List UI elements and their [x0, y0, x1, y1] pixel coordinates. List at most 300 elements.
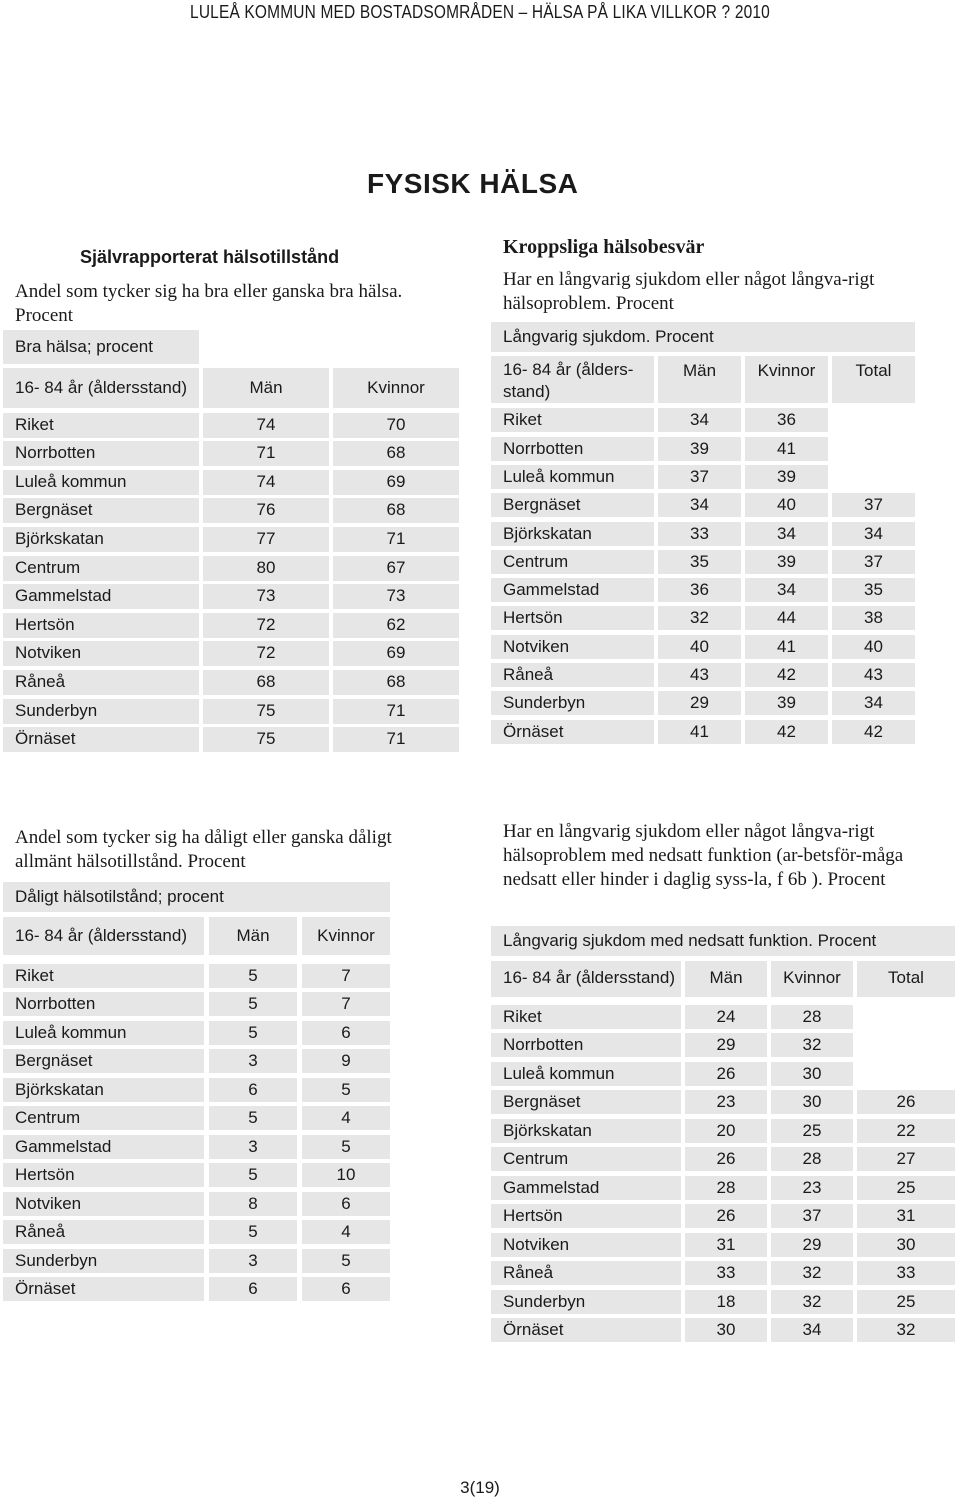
row-label-text: Sunderbyn	[15, 1250, 98, 1270]
row-value-text: 75	[256, 729, 276, 749]
row-value	[333, 470, 459, 495]
table-row	[491, 1318, 955, 1342]
row-value	[771, 1090, 853, 1114]
row-value-text: 26	[716, 1149, 736, 1168]
row-value	[857, 1005, 955, 1029]
table-row	[491, 1119, 955, 1143]
row-value	[203, 413, 329, 438]
row-value	[771, 1290, 853, 1314]
row-label	[3, 1135, 204, 1159]
row-value-text: 6	[248, 1279, 258, 1298]
row-value	[333, 727, 459, 752]
row-label-text: Luleå kommun	[15, 471, 127, 491]
row-value	[209, 1021, 297, 1045]
row-value	[771, 1204, 853, 1228]
table-row	[3, 1192, 390, 1216]
row-value-text: 3	[248, 1051, 258, 1070]
row-value-text: 18	[716, 1291, 736, 1311]
row-value	[302, 964, 390, 988]
row-value-text: 70	[386, 414, 406, 434]
table-header-cell-text: Män	[249, 377, 283, 397]
row-label-text: Centrum	[503, 551, 569, 571]
row-value	[745, 522, 828, 546]
table-header-cell-text: Män	[236, 925, 270, 945]
row-value	[685, 1147, 767, 1171]
row-value-text: 34	[690, 410, 709, 430]
row-value	[209, 1078, 297, 1102]
row-value-text: 69	[386, 471, 406, 491]
row-label-text: Centrum	[503, 1149, 569, 1168]
row-value	[771, 1176, 853, 1200]
row-value-text: 34	[864, 693, 883, 713]
row-value	[745, 720, 828, 744]
row-value-text: 41	[777, 438, 796, 458]
row-value	[302, 1277, 390, 1301]
row-value	[857, 1318, 955, 1342]
table-caption-empty	[203, 330, 329, 364]
row-value-text: 40	[864, 636, 883, 656]
row-value	[832, 578, 915, 602]
table-row	[3, 1106, 390, 1130]
row-value-text: 33	[716, 1263, 736, 1282]
row-value-text: 68	[386, 500, 406, 520]
row-label-text: Örnäset	[15, 729, 76, 749]
row-label	[491, 1090, 681, 1114]
row-label-text: Norrbotten	[15, 994, 96, 1013]
row-value	[685, 1005, 767, 1029]
row-value-text: 69	[386, 643, 406, 663]
row-value-text: 32	[896, 1320, 916, 1339]
row-label-text: Sunderbyn	[503, 693, 586, 713]
row-value	[685, 1233, 767, 1257]
table-header-cell-text: Kvinnor	[783, 967, 841, 987]
row-label-text: Björkskatan	[503, 1120, 592, 1140]
table-header-cell	[685, 961, 767, 997]
row-value	[333, 441, 459, 466]
row-value	[302, 1078, 390, 1102]
row-value-text: 37	[802, 1206, 822, 1225]
table-header-cell	[832, 356, 915, 403]
row-value-text: 7	[341, 965, 351, 985]
table-row	[491, 691, 915, 715]
row-value-text: 62	[386, 614, 406, 634]
row-label-text: Bergnäset	[503, 1092, 581, 1111]
row-value	[333, 498, 459, 523]
row-value-text: 34	[802, 1320, 822, 1339]
table-row	[491, 1062, 955, 1086]
row-value-text: 33	[896, 1263, 916, 1282]
row-label	[491, 1176, 681, 1200]
row-value-text: 72	[256, 614, 276, 634]
row-value	[745, 493, 828, 517]
row-value	[302, 1220, 390, 1244]
row-value	[203, 613, 329, 638]
row-value	[658, 437, 741, 461]
row-label-text: Sunderbyn	[503, 1291, 586, 1311]
row-value-text: 37	[864, 551, 883, 571]
row-label	[3, 1106, 204, 1130]
row-value-text: 26	[716, 1063, 736, 1083]
row-value-text: 26	[716, 1206, 736, 1225]
table-header-cell-text: Kvinnor	[757, 361, 816, 381]
table-row	[3, 699, 459, 724]
row-value-text: 8	[248, 1193, 258, 1213]
row-value-text: 71	[386, 729, 406, 749]
table-header-cell	[771, 961, 853, 997]
row-value-text: 27	[896, 1149, 916, 1168]
row-value	[832, 465, 915, 489]
row-label-text: Gammelstad	[503, 580, 600, 600]
row-value	[209, 992, 297, 1016]
row-value-text: 67	[386, 557, 406, 577]
table-caption-row	[3, 882, 390, 912]
table-caption	[491, 322, 915, 352]
row-label	[3, 556, 199, 581]
row-value	[658, 720, 741, 744]
row-label-text: Bergnäset	[503, 495, 581, 515]
row-value	[658, 522, 741, 546]
row-label	[3, 992, 204, 1016]
row-value	[771, 1005, 853, 1029]
block4-description: Har en långvarig sjukdom eller något långva-rigt hälsoproblem med nedsatt funktion (ar-betsför-måga nedsatt eller hinder i daglig syss-la, f 6b ). Procent	[503, 821, 904, 890]
row-value-text: 39	[777, 693, 796, 713]
row-value	[832, 663, 915, 687]
table-caption-empty	[333, 330, 459, 364]
row-label-text: Notviken	[15, 643, 82, 663]
row-value-text: 5	[248, 1165, 258, 1184]
row-label-text: Bergnäset	[15, 1051, 93, 1070]
table-row	[3, 470, 459, 495]
row-value	[857, 1062, 955, 1086]
row-label-text: Centrum	[15, 1108, 81, 1127]
row-value	[203, 441, 329, 466]
table-header-cell-text: Total	[855, 361, 892, 381]
table-header-cell	[209, 917, 297, 955]
table-header-cell	[203, 368, 329, 408]
row-value-text: 39	[690, 438, 709, 458]
row-label-text: Bergnäset	[15, 500, 93, 520]
row-value	[832, 550, 915, 574]
row-value-text: 5	[341, 1250, 351, 1270]
table-caption	[3, 882, 390, 912]
row-value-text: 25	[896, 1177, 916, 1197]
row-value	[302, 1049, 390, 1073]
row-label-text: Björkskatan	[15, 529, 104, 548]
row-value	[857, 1204, 955, 1228]
row-value	[209, 964, 297, 988]
table-caption-text: Dåligt hälsotilstånd; procent	[15, 887, 224, 907]
table-row	[3, 441, 459, 466]
row-label	[491, 663, 654, 687]
row-label	[491, 1062, 681, 1086]
row-label	[3, 470, 199, 495]
row-value	[209, 1163, 297, 1187]
row-value	[745, 663, 828, 687]
row-value	[832, 606, 915, 630]
table-header-row	[3, 368, 459, 408]
row-label	[3, 1277, 204, 1301]
row-label-text: Örnäset	[15, 1279, 76, 1298]
row-value-text: 71	[386, 700, 406, 720]
row-value	[203, 727, 329, 752]
row-value-text: 74	[256, 471, 276, 491]
block2-description: Har en långvarig sjukdom eller något långva-rigt hälsoproblem. Procent	[503, 269, 875, 314]
row-value	[333, 613, 459, 638]
row-value	[745, 437, 828, 461]
row-value	[302, 992, 390, 1016]
table-row	[491, 1005, 955, 1029]
table-row	[3, 1078, 390, 1102]
page-number: 3(19)	[460, 1478, 500, 1497]
row-value	[745, 408, 828, 432]
row-label-text: Notviken	[503, 1234, 570, 1254]
row-value	[832, 691, 915, 715]
row-label-text: Hertsön	[15, 614, 75, 634]
row-value	[857, 1033, 955, 1057]
row-value-text: 4	[341, 1108, 351, 1127]
row-value-text: 30	[896, 1234, 916, 1254]
row-label	[3, 1021, 204, 1045]
table-row	[3, 413, 459, 438]
row-value-text: 28	[802, 1006, 822, 1026]
row-value-text: 5	[248, 1022, 258, 1042]
row-value-text: 68	[386, 443, 406, 463]
running-header: LULEÅ KOMMUN MED BOSTADSOMRÅDEN – HÄLSA PÅ LIKA VILLKOR ? 2010	[190, 2, 770, 22]
row-label-text: Råneå	[503, 665, 554, 684]
row-value-text: 40	[777, 495, 796, 515]
row-value-text: 76	[256, 500, 276, 520]
row-label	[491, 1005, 681, 1029]
row-value-text: 33	[690, 523, 709, 543]
row-value	[302, 1106, 390, 1130]
row-value-text: 6	[341, 1193, 351, 1213]
row-label-text: Björkskatan	[15, 1079, 104, 1099]
row-value-text: 35	[690, 551, 709, 571]
table-row	[491, 493, 915, 517]
table-row	[3, 613, 459, 638]
row-value	[302, 1249, 390, 1273]
table-header-cell	[333, 368, 459, 408]
row-value-text: 37	[864, 495, 883, 515]
row-value-text: 28	[802, 1149, 822, 1168]
row-value	[658, 465, 741, 489]
block2-title: Kroppsliga hälsobesvär	[503, 236, 705, 258]
row-value	[771, 1062, 853, 1086]
row-value	[685, 1204, 767, 1228]
table-row	[3, 964, 390, 988]
row-value	[302, 1135, 390, 1159]
row-value	[771, 1233, 853, 1257]
table-row	[491, 720, 915, 744]
row-value	[685, 1033, 767, 1057]
block3-description: Andel som tycker sig ha dåligt eller ganska dåligt allmänt hälsotillstånd. Procent	[15, 827, 392, 872]
block1-title: Självrapporterat hälsotillstånd	[80, 247, 340, 267]
row-label	[3, 441, 199, 466]
row-label	[3, 964, 204, 988]
row-value	[771, 1119, 853, 1143]
row-value	[658, 493, 741, 517]
table-header-cell-text: Kvinnor	[317, 925, 375, 945]
row-label	[3, 1192, 204, 1216]
table-row	[491, 578, 915, 602]
row-value-text: 34	[690, 495, 709, 515]
row-label-text: Norrbotten	[15, 443, 96, 463]
table-header-cell-text: 16- 84 år (ålders-stand)	[503, 360, 634, 402]
row-value-text: 77	[256, 529, 276, 548]
row-value-text: 9	[341, 1051, 351, 1070]
table-header-cell	[3, 368, 199, 408]
table-row	[491, 465, 915, 489]
row-value	[745, 465, 828, 489]
row-label	[3, 1163, 204, 1187]
table-caption-row	[491, 322, 915, 352]
row-value-text: 34	[864, 523, 883, 543]
table-header-cell	[491, 961, 681, 997]
row-value-text: 73	[256, 586, 276, 606]
row-value-text: 80	[256, 557, 276, 577]
row-value	[771, 1033, 853, 1057]
row-value	[209, 1135, 297, 1159]
row-label-text: Riket	[15, 965, 54, 985]
row-label	[491, 1204, 681, 1228]
table-row	[491, 550, 915, 574]
row-value	[209, 1106, 297, 1130]
table-header-cell-text: 16- 84 år (åldersstand)	[15, 925, 187, 945]
table-row	[491, 408, 915, 432]
row-value-text: 29	[690, 693, 709, 713]
row-value-text: 4	[341, 1222, 351, 1241]
row-label-text: Björkskatan	[503, 523, 592, 543]
row-value	[771, 1147, 853, 1171]
row-value-text: 30	[802, 1092, 822, 1111]
row-value	[685, 1119, 767, 1143]
row-label-text: Gammelstad	[15, 586, 112, 606]
row-value	[745, 578, 828, 602]
row-value-text: 68	[256, 672, 276, 691]
row-label	[491, 465, 654, 489]
row-value-text: 73	[386, 586, 406, 606]
table-row	[3, 1163, 390, 1187]
row-value	[658, 408, 741, 432]
row-value	[203, 699, 329, 724]
row-value	[658, 606, 741, 630]
table-row	[491, 1176, 955, 1200]
row-value	[302, 1163, 390, 1187]
row-label-text: Sunderbyn	[15, 700, 98, 720]
row-label-text: Råneå	[503, 1263, 554, 1282]
row-value	[857, 1176, 955, 1200]
row-label	[3, 670, 199, 695]
row-value	[745, 691, 828, 715]
row-value	[203, 556, 329, 581]
row-value	[745, 606, 828, 630]
row-value	[203, 498, 329, 523]
row-value-text: 41	[777, 636, 796, 656]
row-value-text: 42	[777, 665, 796, 684]
table-header-cell-text: Kvinnor	[367, 377, 425, 397]
row-label	[3, 1049, 204, 1073]
row-value-text: 10	[336, 1165, 356, 1184]
row-label-text: Råneå	[15, 672, 66, 691]
row-label	[3, 1220, 204, 1244]
table-caption	[491, 926, 955, 956]
row-label-text: Notviken	[15, 1193, 82, 1213]
row-value	[857, 1233, 955, 1257]
row-label	[3, 1249, 204, 1273]
row-value	[658, 578, 741, 602]
row-value	[209, 1277, 297, 1301]
row-value-text: 25	[896, 1291, 916, 1311]
row-value	[333, 699, 459, 724]
row-value	[333, 556, 459, 581]
table-caption-text: Långvarig sjukdom med nedsatt funktion. Procent	[503, 931, 877, 951]
table-header-cell	[3, 917, 204, 955]
row-value	[203, 470, 329, 495]
row-label	[3, 699, 199, 724]
row-value	[745, 635, 828, 659]
row-value	[857, 1290, 955, 1314]
row-value	[209, 1220, 297, 1244]
row-label	[491, 1233, 681, 1257]
row-label	[3, 527, 199, 552]
table-header-cell	[857, 961, 955, 997]
table-row	[491, 635, 915, 659]
row-value-text: 31	[716, 1234, 736, 1254]
row-value-text: 39	[777, 466, 796, 486]
table-header-cell	[302, 917, 390, 955]
row-value	[857, 1261, 955, 1285]
table-row	[491, 1233, 955, 1257]
row-value	[832, 635, 915, 659]
table-row	[3, 992, 390, 1016]
row-label	[3, 584, 199, 609]
row-label-text: Örnäset	[503, 1320, 564, 1339]
table-header-cell	[491, 356, 654, 403]
row-value-text: 74	[256, 414, 276, 434]
table-header-cell-text: 16- 84 år (åldersstand)	[15, 377, 187, 397]
row-value	[832, 522, 915, 546]
row-label-text: Råneå	[15, 1222, 66, 1241]
table-header-cell-text: Män	[682, 361, 717, 381]
row-value	[685, 1090, 767, 1114]
row-value-text: 68	[386, 672, 406, 691]
row-label	[3, 498, 199, 523]
row-value-text: 26	[896, 1092, 916, 1111]
row-value-text: 5	[341, 1079, 351, 1099]
row-value-text: 3	[248, 1250, 258, 1270]
row-value-text: 43	[864, 665, 883, 684]
table-row	[491, 437, 915, 461]
row-value	[658, 691, 741, 715]
row-value-text: 6	[341, 1022, 351, 1042]
row-value-text: 24	[716, 1006, 736, 1026]
row-value	[203, 527, 329, 552]
table-header-row	[491, 356, 915, 403]
table-row	[3, 1135, 390, 1159]
row-value	[685, 1318, 767, 1342]
row-value-text: 42	[864, 721, 883, 741]
row-label	[3, 613, 199, 638]
row-value	[333, 413, 459, 438]
row-label-text: Riket	[503, 1006, 542, 1026]
row-value-text: 31	[896, 1206, 916, 1225]
row-label	[491, 1147, 681, 1171]
row-value-text: 38	[864, 608, 883, 628]
row-value	[857, 1090, 955, 1114]
row-value-text: 32	[690, 608, 709, 628]
row-label	[491, 1119, 681, 1143]
row-value-text: 75	[256, 700, 276, 720]
